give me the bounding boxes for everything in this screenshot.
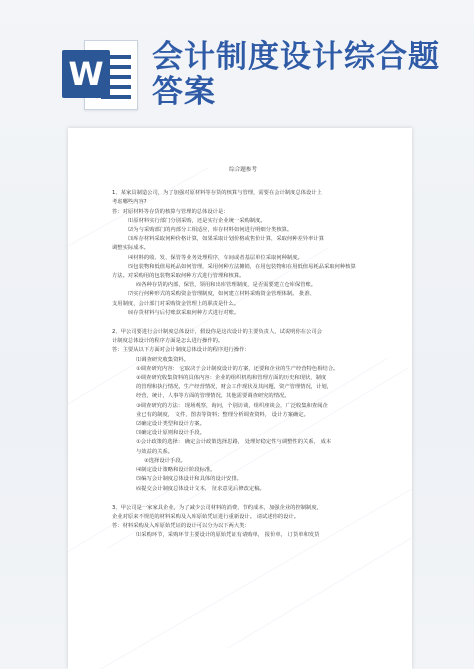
document-line: ⑹提交会计制度总体设计文本， 征求意见后修改定稿。 bbox=[136, 485, 265, 492]
document-page bbox=[68, 128, 412, 669]
document-line: 方法。对采购用的包装物采取何种方式进行管理和核算。 bbox=[112, 273, 245, 280]
document-line: ①会计政策的选择： 确定会计政策选择思路， 处理好稳定性与调整性的关系， 成本 bbox=[136, 439, 332, 446]
document-heading: 综合题参考 bbox=[229, 167, 257, 173]
document-line: ⑵为与采购部门的内部分工相适应，库存材料如何进行明细分类核算。 bbox=[128, 227, 293, 234]
document-line: 经营，统计，人事等方面的管理情况，其他需要调查研究的情况。 bbox=[136, 393, 290, 400]
document-line: 的管理和执行情况，生产经营情况，财会工作现状及其问题，资产管理情况，计划， bbox=[136, 384, 332, 391]
document-line: ⑸包装物和低值易耗品如何管理，采用何种方法摊销，在用包装物和在用低值易耗品采取何种核算 bbox=[128, 263, 356, 270]
document-line: ②选择设计手段。 bbox=[144, 457, 186, 464]
document-line: ⑴原材料实行部门分别采购，还是实行企业统一采购制度。 bbox=[128, 217, 266, 224]
document-line: 答：材料采购及入库原始凭证的设计可以分为以下两大类： bbox=[112, 523, 250, 530]
document-line: 支用制度，会计部门对采购资金管理上的职责是什么。 bbox=[112, 300, 240, 307]
document-line: 考虑哪些内容? bbox=[112, 199, 147, 206]
document-line: ⑴采购环节，采购环节主要设计的原始凭证有请购单， 报价单， 订货单和发货 bbox=[136, 532, 320, 539]
document-line: 3、甲公司是一家家具企业，为了减少公司材料的消费，节约成本，加强企业的控制制度， bbox=[112, 504, 322, 511]
document-line: ⑷制定设计策略和设计阶段标准。 bbox=[136, 467, 216, 474]
document-line: 答：主要从以下方面对会计制度总体设计的程序进行操作： bbox=[112, 347, 250, 354]
document-line: ⑻存货材料与后付账款采取何种方式进行对账。 bbox=[128, 309, 240, 316]
document-body bbox=[112, 189, 374, 540]
document-line: 2、甲公司要进行会计制度总体设计，假设你是这次设计的主要负责人，试说明你在公司会 bbox=[112, 329, 322, 336]
document-line: ⑸编写会计制度总体设计和具体的设计安排。 bbox=[136, 476, 242, 483]
document-line: 业已有的制度， 文件，图表等资料；整理分析调查资料， 设计方案确定。 bbox=[136, 411, 309, 418]
document-header bbox=[0, 0, 474, 118]
document-line: ⑴调查研究收集资料。 bbox=[136, 356, 189, 363]
document-line: 1、某家具制造公司，为了加强对原材料等存货的核算与管理，需要在会计制度总体设计上 bbox=[112, 190, 322, 197]
document-line: ⑶库存材料采取何种价格计算，如果采取计划价格或售价计算，采取何种差异率计算 bbox=[128, 236, 324, 243]
page-title: 会计制度设计综合题答案 bbox=[152, 39, 440, 110]
document-line: ①调查研究内容： 它取决于会计制度设计的方案，还要和企业的生产经营特色相结合。 bbox=[136, 365, 339, 372]
document-line: 企业对原来不规范的材料采购及入库原始凭证进行重新设计。 请试述你的设计。 bbox=[112, 513, 300, 520]
paragraph-gap bbox=[112, 318, 374, 328]
paragraph-gap bbox=[112, 494, 374, 504]
document-line: 答：对原材料等存货的核算与管理的总体设计是： bbox=[112, 208, 229, 215]
word-document-icon bbox=[62, 36, 140, 112]
document-line: 与效益的关系。 bbox=[136, 448, 174, 455]
word-badge: W bbox=[62, 50, 110, 98]
document-line: ③调查研究的方法： 现场观察，询问，个别访谈，组织座谈会，广泛收集和查阅企 bbox=[136, 402, 328, 409]
document-line: ⑹各种存货的内部，保管，领用和出库管理制度，是否需要建立仓库保管账。 bbox=[136, 282, 317, 289]
document-line: ②调查研究收集资料的具体内容：企业的组织机构和管理方面的历史和现状，制度 bbox=[136, 375, 327, 382]
document-line: 计制度总体设计的程序方面是怎么进行操作的。 bbox=[112, 338, 224, 345]
document-line: ⑷材料的收、发、保管等业务处理程序，车间或者基层单位采取何种制度。 bbox=[128, 254, 303, 261]
document-line: ⑶确定设计原则和设计手段。 bbox=[136, 430, 205, 437]
document-line: ⑵确定设计类型和设计方案。 bbox=[136, 421, 205, 428]
document-line: 调整实际成本。 bbox=[112, 245, 150, 252]
document-line: ⑺实行何种形式的采购资金管理制度，如何建立材料采购资金管理体制。 批准、 bbox=[128, 291, 316, 298]
document-content bbox=[112, 166, 374, 541]
